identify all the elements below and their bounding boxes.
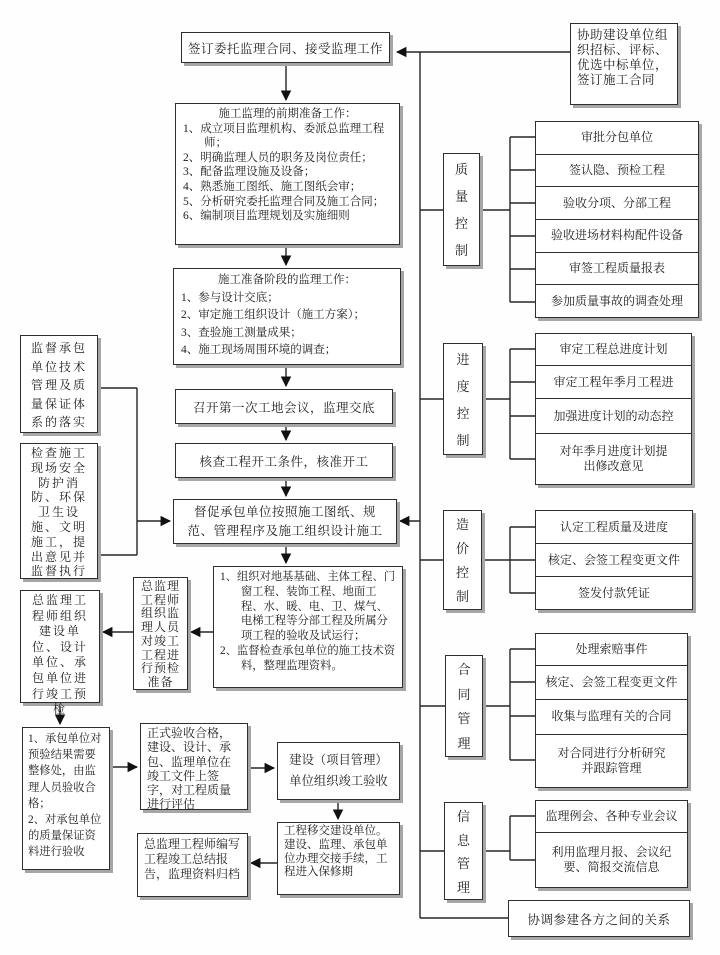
prep-title: 施工监理的前期准备工作： [218, 108, 357, 120]
cost-item: 签发付款凭证 [536, 576, 692, 609]
ready-title: 施工准备阶段的监理工作： [218, 274, 356, 286]
progress-item: 对年季月进度计划提出修改意见 [536, 433, 691, 484]
progress-item: 审定工程年季月工程进 [536, 365, 691, 398]
progress-items-stack [535, 333, 692, 485]
progress-item: 加强进度计划的动态控 [536, 398, 691, 433]
final-report-box: 总监理工程师编写工程竣工总结报告，监理资料归档 [137, 833, 248, 897]
quality-item: 参加质量事故的调查处理 [536, 284, 698, 317]
info-items-stack [535, 800, 688, 888]
quality-item: 验收分项、分部工程 [536, 186, 698, 219]
renovate-item: 2、对承包单位的质量保证资料进行验收 [28, 814, 102, 859]
category-progress-control: 进度控制 [443, 343, 483, 455]
precheck-organize-box: 总监理工程师组织建设单位、设计单位、承包单位进行竣工预检 [20, 590, 100, 703]
transfer-box: 工程移交建设单位。建设、监理、承包单位办理交接手续，工程进入保修期 [277, 822, 400, 895]
contract-item: 核定、会签工程变更文件 [536, 665, 687, 698]
ready-item: 1、参与设计交底； [181, 291, 279, 304]
supervise-tech-box: 监督承包单位技术管理及质量保证体系的落实 [20, 335, 98, 433]
supervise-construction-box: 督促承包单位按照施工图纸、规范、管理程序及施工组织设计施工 [173, 499, 397, 544]
prep-item: 3、配备监理设施及设备； [183, 166, 316, 179]
progress-item: 审定工程总进度计划 [559, 342, 668, 357]
prep-work-box [175, 103, 400, 245]
category-quality-control: 质量控制 [443, 153, 480, 266]
quality-items-stack [535, 121, 699, 318]
prep-item: 5、分析研究委托监理合同及施工合同； [183, 195, 385, 208]
renovate-box [22, 727, 110, 870]
check-safety-box: 检查施工现场安全防护消防、环保卫生设施、文明施工，提出意见并监督执行 [20, 443, 98, 579]
info-item: 监理例会、各种专业会议 [545, 809, 678, 824]
check-start-box: 核查工程开工条件，核准开工 [175, 443, 393, 478]
quality-item: 验收进场材料构配件设备 [536, 219, 698, 252]
ready-item: 4、施工现场周围环境的调查； [181, 344, 337, 356]
category-info-management: 信息管理 [444, 802, 483, 900]
acceptance-box [213, 566, 403, 688]
renovate-item: 1、承包单位对预验结果需要整修处，由监理人员验收合格； [28, 733, 102, 810]
acceptance-item: 1、组织对地基基础、主体工程、门窗工程、装饰工程、地面工程、水、暖、电、卫、煤气、电梯工程等分部工程及所属分项工程的验收及试运行； [220, 571, 396, 643]
prep-item: 1、成立项目监理机构、委派总监理工程师； [183, 122, 385, 150]
info-item: 利用监理月报、会议纪要、简报交流信息 [536, 832, 687, 887]
contract-item: 处理索赔事件 [575, 642, 648, 657]
coordinate-box: 协调参建各方之间的关系 [508, 900, 690, 937]
acceptance-item: 2、监督检查承包单位的施工技术资料，整理监理资料。 [220, 644, 396, 672]
quality-item: 签认隐、预检工程 [536, 154, 698, 187]
cost-item: 认定工程质量及进度 [559, 519, 668, 534]
sign-contract-box: 签订委托监理合同、接受监理工作 [181, 32, 390, 63]
ready-item: 2、审定施工组织设计（施工方案）； [181, 309, 365, 321]
organize-acceptance-box: 建设（项目管理）单位组织竣工验收 [277, 742, 400, 800]
category-cost-control: 造价控制 [443, 510, 482, 610]
ready-item: 3、查验施工测量成果； [181, 326, 302, 339]
contract-items-stack [535, 633, 688, 788]
assist-bidding-box: 协助建设单位组织招标、评标、优选中标单位，签订施工合同 [570, 23, 678, 105]
prep-item: 2、明确监理人员的职务及岗位责任； [183, 151, 373, 164]
precheck-prepare-box: 总监理工程师组织监理人员对竣工工程进行预检准备 [133, 577, 188, 690]
contract-item: 收集与监理有关的合同 [536, 699, 687, 734]
first-meeting-box: 召开第一次工地会议，监理交底 [175, 389, 393, 424]
formal-acceptance-box: 正式验收合格，建设、设计、承包、监理单位在竣工文件上签字，对工程质量进行评估 [140, 723, 248, 810]
ready-stage-box [173, 268, 401, 365]
contract-item: 对合同进行分析研究并跟踪管理 [536, 734, 687, 787]
prep-item: 4、熟悉施工图纸、施工图纸会审； [183, 180, 362, 193]
quality-item: 审批分包单位 [580, 130, 653, 145]
prep-item: 6、编制项目监理规划及实施细则 [183, 210, 350, 223]
category-contract-management: 合同管理 [445, 655, 483, 757]
cost-item: 核定、会签工程变更文件 [536, 543, 692, 576]
quality-item: 审签工程质量报表 [536, 252, 698, 285]
cost-items-stack [535, 510, 693, 610]
